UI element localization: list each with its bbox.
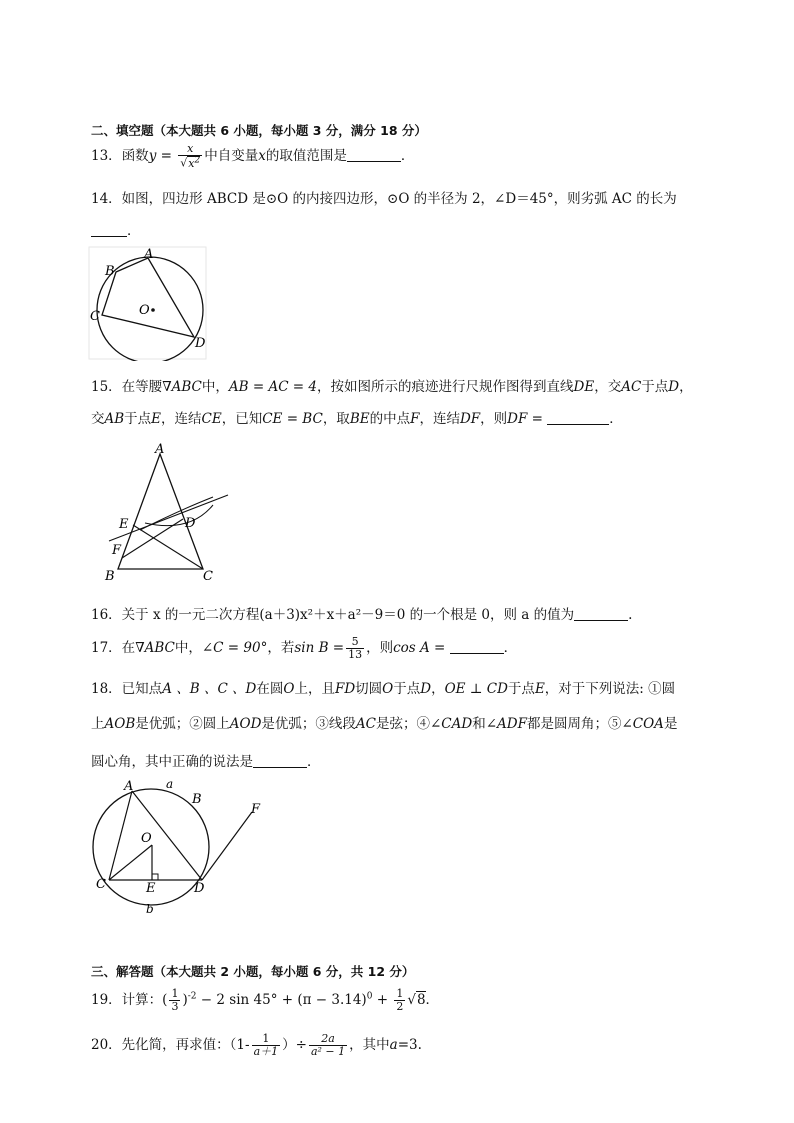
question-18-line3: 圆心角，其中正确的说法是 ． bbox=[91, 754, 321, 770]
fraction: $\frac{1}{a+1}$ bbox=[253, 1032, 279, 1059]
answer-blank[interactable] bbox=[347, 147, 401, 162]
fraction: $\frac{5}{13}$ bbox=[348, 635, 363, 662]
label-C: C bbox=[96, 877, 106, 892]
fraction: $\frac{x}{√x^2}$ bbox=[180, 142, 201, 170]
label-a: a bbox=[166, 777, 174, 791]
figure-14 bbox=[88, 246, 213, 361]
label-A: A bbox=[124, 779, 134, 794]
label-A: A bbox=[144, 247, 154, 262]
fraction: $\frac{1}{2}$ bbox=[396, 987, 404, 1014]
question-15-line2: 交AB于点E，连结CE，已知CE = BC，取BE的中点F，连结DF，则DF = ． bbox=[91, 411, 623, 427]
label-D: D bbox=[185, 516, 196, 531]
question-18-line1: 18．已知点A 、B 、C 、D在圆O上，且FD切圆O于点D，OE ⊥ CD于点E，对于下列说法: ①圆 bbox=[91, 681, 676, 697]
label-B: B bbox=[105, 264, 115, 279]
question-19: 19．计算：( $\frac{1}{3}$ )$^{-2}$ − 2 $\sin 45^\circ + (\pi - 3.14)^0$ + $\frac{1}{2}$ √8． bbox=[91, 987, 440, 1014]
label-O: O bbox=[139, 303, 150, 318]
label-F: F bbox=[251, 802, 261, 817]
question-17: 17．在∇ABC中，∠C = 90°，若sin B = $\frac{5}{13}$ ，则cos A = ． bbox=[91, 635, 518, 662]
question-15-line1: 15．在等腰∇ABC中，AB = AC = 4，按如图所示的痕迹进行尺规作图得到直线DE，交AC于点D， bbox=[91, 379, 693, 395]
label-b: b bbox=[146, 902, 154, 916]
fraction: $\frac{1}{3}$ bbox=[171, 987, 179, 1014]
fraction: $\frac{2a}{\text{a² − 1}}$ bbox=[310, 1032, 346, 1059]
question-14: 14．如图，四边形 ABCD 是⊙O 的内接四边形，⊙O 的半径为 2，∠D＝45°，则劣弧 AC 的长为 bbox=[91, 191, 677, 207]
section3-heading: 三、解答题（本大题共 2 小题，每小题 6 分，共 12 分） bbox=[91, 964, 415, 979]
question-18-line2: 上AOB是优弧；②圆上AOD是优弧；③线段AC是弦；④∠CAD和∠ADF都是圆周角；⑤∠COA是 bbox=[91, 716, 678, 732]
label-B: B bbox=[192, 792, 202, 807]
label-E: E bbox=[119, 517, 129, 532]
label-O: O bbox=[141, 831, 152, 846]
label-B: B bbox=[105, 569, 115, 584]
label-A: A bbox=[155, 442, 165, 457]
question-20: 20．先化简，再求值：（1- $\frac{1}{a+1}$ ）÷ $\frac{2a}{\text{a² − 1}}$ ，其中a=3. bbox=[91, 1032, 422, 1059]
section2-heading: 二、填空题（本大题共 6 小题，每小题 3 分，满分 18 分） bbox=[91, 123, 427, 138]
answer-blank[interactable] bbox=[574, 606, 628, 621]
label-D: D bbox=[194, 881, 205, 896]
label-C: C bbox=[203, 569, 213, 584]
answer-blank[interactable] bbox=[547, 410, 609, 425]
label-D: D bbox=[195, 336, 206, 351]
question-14-answer: ． bbox=[91, 219, 141, 239]
question-13: 13．函数y = $\frac{x}{√x^2}$ 中自变量x的取值范围是 ． bbox=[91, 142, 415, 170]
label-E: E bbox=[146, 881, 156, 896]
question-16: 16．关于 x 的一元二次方程(a＋3)x²＋x＋a²－9＝0 的一个根是 0，则 a 的值为 . bbox=[91, 607, 633, 623]
figure-18 bbox=[90, 770, 270, 920]
answer-blank[interactable] bbox=[253, 753, 307, 768]
answer-blank[interactable] bbox=[91, 222, 127, 237]
label-C: C bbox=[90, 309, 100, 324]
answer-blank[interactable] bbox=[450, 639, 504, 654]
label-F: F bbox=[112, 543, 122, 558]
figure-15 bbox=[100, 440, 235, 585]
